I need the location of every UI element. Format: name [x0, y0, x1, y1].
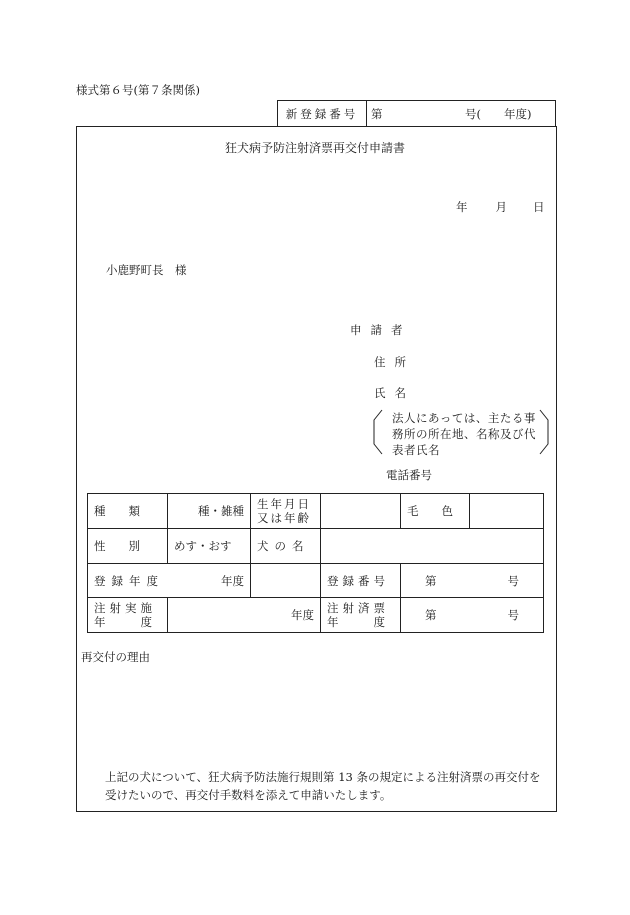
form-number-label: 様式第６号(第７条関係) — [76, 83, 200, 97]
table-row — [88, 564, 544, 598]
dog-name-label: 犬の名 — [251, 529, 321, 564]
injection-year-label: 注射実施 年 度 — [88, 598, 168, 633]
tag-number-value[interactable]: 第 号 — [401, 598, 544, 633]
applicant-label: 申請者 — [350, 323, 412, 337]
kind-value[interactable]: 種・雑種 — [168, 494, 251, 529]
sex-label: 性 別 — [88, 529, 168, 564]
corporation-note — [370, 408, 552, 456]
new-registration-number-label: 新登録番号 — [278, 101, 367, 126]
date-day: 日 — [533, 200, 545, 214]
date-year: 年 — [456, 200, 468, 214]
coat-color-value[interactable] — [470, 494, 544, 529]
table-row — [88, 529, 544, 564]
application-form-frame — [76, 126, 557, 812]
coat-color-label: 毛 色 — [401, 494, 470, 529]
dog-info-table — [87, 493, 544, 633]
date-line[interactable] — [456, 199, 545, 215]
registration-year-field[interactable]: 登録年度 年度 — [88, 564, 251, 598]
table-row — [88, 598, 544, 633]
date-month: 月 — [495, 200, 507, 214]
tag-year-label: 注射済票 年 度 — [321, 598, 401, 633]
reason-label: 再交付の理由 — [81, 650, 150, 664]
document-title: 狂犬病予防注射済票再交付申請書 — [224, 141, 405, 155]
sex-value[interactable]: めす・おす — [168, 529, 251, 564]
registration-number-value[interactable]: 第 号 — [401, 564, 544, 598]
new-registration-number-field[interactable] — [367, 101, 555, 126]
birth-label: 生年月日 又は年齢 — [251, 494, 321, 529]
name-label: 氏名 — [374, 386, 415, 400]
table-row — [88, 494, 544, 529]
new-registration-number-box — [277, 100, 556, 126]
birth-value[interactable] — [321, 494, 401, 529]
address-label: 住所 — [374, 355, 415, 369]
closing-statement: 上記の犬について、狂犬病予防法施行規則第 13 条の規定による注射済票の再交付を受けたいので、再交付手数料を添えて申請いたします。 — [105, 770, 541, 802]
kind-label: 種 類 — [88, 494, 168, 529]
phone-label: 電話番号 — [386, 468, 432, 482]
registration-prefix: 第 — [371, 106, 383, 121]
injection-year-value[interactable]: 年度 — [168, 598, 321, 633]
dog-name-value[interactable] — [321, 529, 544, 564]
corporation-note-text: 法人にあっては、主たる事務所の所在地、名称及び代表者氏名 — [392, 411, 536, 457]
addressee: 小鹿野町長 様 — [106, 263, 187, 277]
registration-year-value[interactable] — [251, 564, 321, 598]
registration-number-label: 登録番号 — [321, 564, 401, 598]
registration-suffix: 号( 年度) — [465, 106, 532, 121]
